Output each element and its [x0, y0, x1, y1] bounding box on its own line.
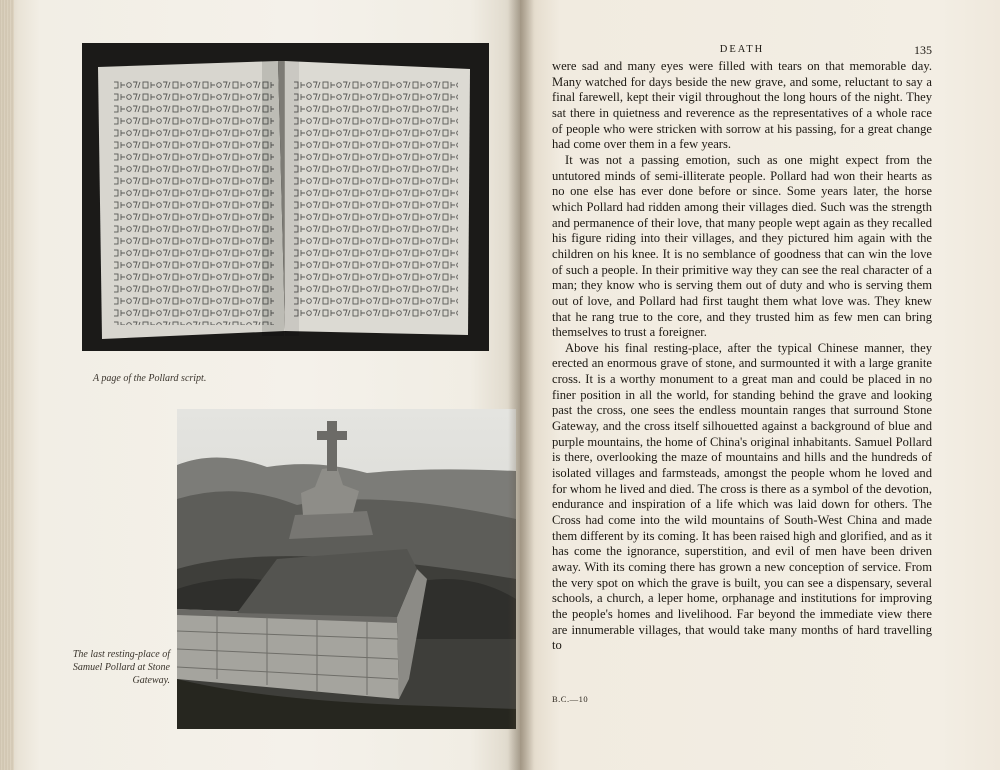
running-head: [552, 44, 932, 58]
paragraph: It was not a passing emotion, such as one might expect from the untutored minds of semi-illiterate people. Pollard had won their hearts as no one else has ever done before or since. Some years later, the horse which Pollard had ridden among their villages died. Such was the strength and permanence of their love, that many people wept again as they recalled his figure riding into their villages, and they pictured him again with the children on his knee. It is no semblance of goodness that can win the love of such a people. In their primitive way they can see the real character of a man; they know who is serving them out of duty and who is serving them out of love, and Pollard had first taught them what love was. They knew that he rang true to the core, and they trusted him as few men can bring themselves to trust a foreigner.: [552, 152, 932, 340]
page-number: 135: [914, 43, 932, 57]
signature-mark: B.C.—10: [552, 694, 589, 704]
paragraph: were sad and many eyes were filled with tears on that memorable day. Many watched for days beside the new grave, and some, reluctant to say a final farewell, kept their vigil throughout the long hours of the night. They sat there in quietness and reverence as the representatives of a whole race of people who were stricken with sorrow at his passing, for a great change had come over them in a few years.: [552, 59, 932, 152]
paragraph: Above his final resting-place, after the typical Chinese manner, they erected an enormous grave of stone, and surmounted it with a large granite cross. It is a worthy monument to a great man and could be placed in no finer position in all the world, for standing behind the grave and looking past the cross, one sees the endless mountain ranges that surround Stone Gateway, and the cross itself silhouetted against a background of blue and purple mountains, the home of China's original inhabitants. Samuel Pollard is there, overlooking the maze of mountains and hills and the hundreds of isolated villages and farmsteads, amongst the people whom he loved and for whom he lived and died. The cross is there as a symbol of the devotion, endurance and inspiration of a life which was laid down for others. The Cross had come into the wild mountains of South-West China and made them different by its coming. It has been raised high and glorified, and as it has come the ignorance, superstition, and evil of men have been driven away. With its coming there has grown a new conception of service. From the very spot on which the grave is built, you can see a dispensary, several schools, a church, a leper home, orphanage and institutions for improving the people's homes and livelihood. Far beyond the immediate view there are innumerable villages, that would take many months of hard travelling to: [552, 340, 932, 653]
book-gutter: [508, 0, 534, 770]
figure-caption-grave: The last resting-place of Samuel Pollard at Stone Gateway.: [72, 649, 170, 686]
running-head-title: DEATH: [719, 44, 765, 55]
grave-photo: [177, 409, 516, 729]
figure-caption-script: A page of the Pollard script.: [93, 373, 207, 384]
body-text: [552, 59, 932, 654]
pollard-script-photo: [82, 43, 489, 351]
